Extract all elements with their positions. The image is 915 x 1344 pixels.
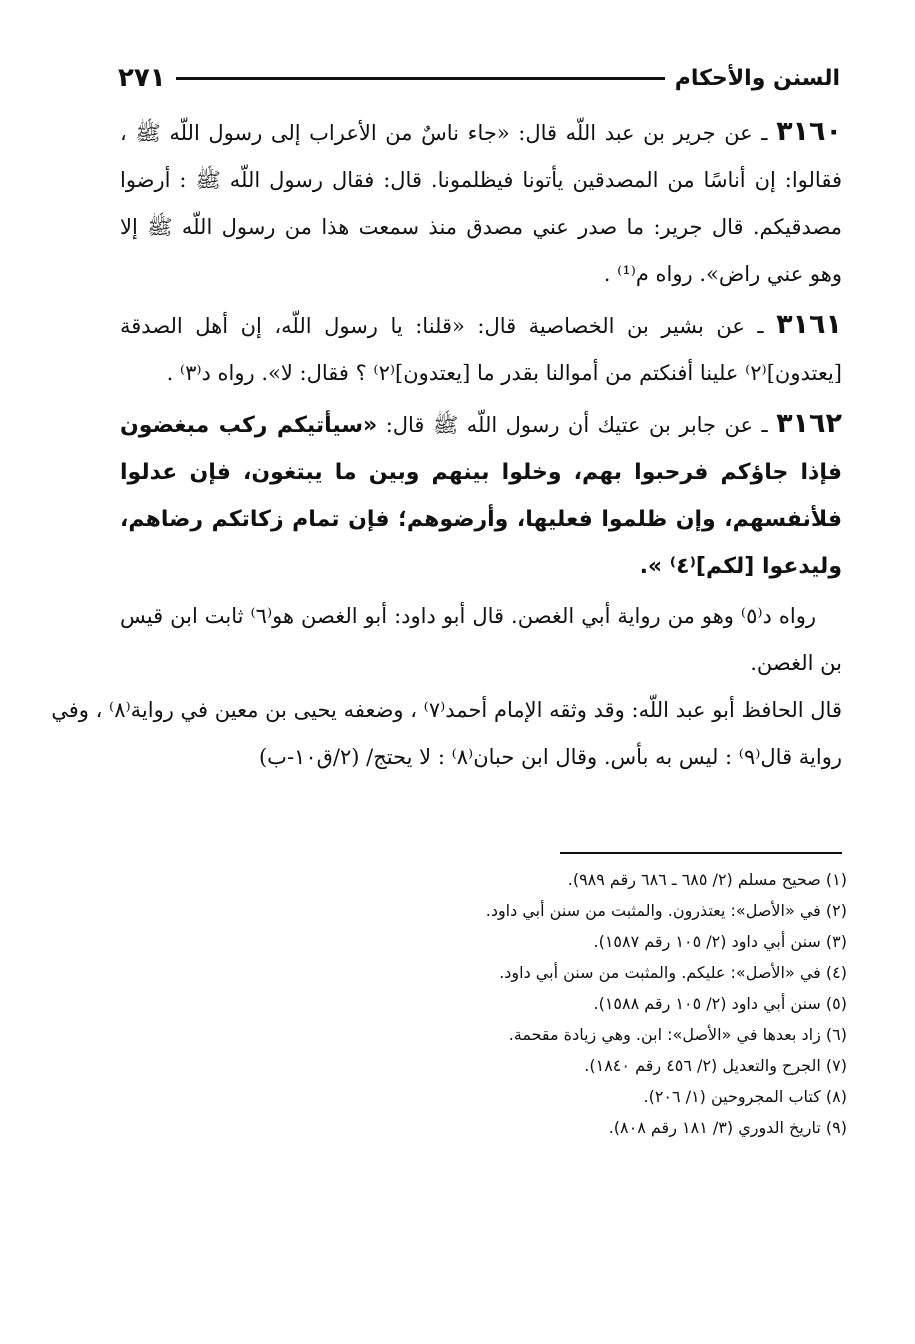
hadith-text: ـ عن جرير بن عبد اللّه قال: «جاء ناسٌ من الأعراب إلى رسول اللّه ﷺ ، فقالوا: إن أناسًا من المصدقين يأتونا فيظلمونا. قال: فقال رسول اللّه ﷺ : أرضوا مصدقيكم. قال جرير: ما صدر عني مصدق منذ سمعت هذا من رسول اللّه ﷺ إلا وهو عني راض». رواه م⁽¹⁾ . — [120, 121, 842, 286]
footnote: (٨) كتاب المجروحين (١/ ٢٠٦). — [643, 1087, 847, 1106]
footnote: (٤) في «الأصل»: عليكم. والمثبت من سنن أبي داود. — [499, 963, 847, 982]
footnotes — [287, 864, 847, 1143]
hadith-3161 — [120, 301, 842, 397]
footnote: (١) صحيح مسلم (٢/ ٦٨٥ ـ ٦٨٦ رقم ٩٨٩). — [567, 870, 847, 889]
footnote: (٩) تاريخ الدوري (٣/ ١٨١ رقم ٨٠٨). — [608, 1118, 847, 1137]
commentary-paragraph: رواه د⁽٥⁾ وهو من رواية أبي الغصن. قال أبو داود: أبو الغصن هو⁽٦⁾ ثابت ابن قيس بن الغصن. — [120, 604, 842, 675]
hadith-quote: «سيأتيكم ركب مبغضون فإذا جاؤكم فرحبوا بهم، وخلوا بينهم وبين ما يبتغون، فإن عدلوا فلأنفسهم، وإن ظلموا فعليها، وأرضوهم؛ فإن تمام زكاتكم رضاهم، وليدعوا [لكم]⁽٤⁾ ». — [120, 413, 842, 579]
page-header — [118, 58, 840, 98]
hadith-intro: ـ عن جابر بن عتيك أن رسول اللّه ﷺ قال: — [385, 413, 768, 437]
hadith-3160 — [120, 108, 842, 298]
footnote: (٧) الجرح والتعديل (٢/ ٤٥٦ رقم ١٨٤٠). — [584, 1056, 847, 1075]
hadith-text: ـ عن بشير بن الخصاصية قال: «قلنا: يا رسول اللّه، إن أهل الصدقة [يعتدون]⁽٢⁾ علينا أفنكتم من أموالنا بقدر ما [يعتدون]⁽٢⁾ ؟ فقال: لا». رواه د⁽٣⁾ . — [120, 314, 842, 385]
header-rule — [176, 77, 665, 80]
page-number: ٢٧١ — [118, 63, 166, 93]
running-title: السنن والأحكام — [674, 65, 840, 91]
hadith-number: ٣١٦٢ — [776, 408, 842, 439]
footnote-rule — [560, 852, 842, 854]
footnote: (٥) سنن أبي داود (٢/ ١٠٥ رقم ١٥٨٨). — [593, 994, 847, 1013]
main-text — [51, 108, 842, 781]
hadith-number: ٣١٦٠ — [776, 116, 842, 147]
footnote: (٣) سنن أبي داود (٢/ ١٠٥ رقم ١٥٨٧). — [593, 932, 847, 951]
footnote: (٢) في «الأصل»: يعتذرون. والمثبت من سنن أبي داود. — [485, 901, 847, 920]
hadith-number: ٣١٦١ — [776, 309, 842, 340]
footnote: (٦) زاد بعدها في «الأصل»: ابن. وهي زيادة مقحمة. — [508, 1025, 847, 1044]
hadith-3162 — [120, 400, 842, 590]
commentary-paragraph: قال الحافظ أبو عبد اللّه: وقد وثقه الإمام أحمد⁽٧⁾ ، وضعفه يحيى بن معين في رواية⁽٨⁾ ، وفي رواية قال⁽٩⁾ : ليس به بأس. وقال ابن حبان⁽٨⁾ : لا يحتج/ (٢/ق١٠-ب) — [51, 698, 842, 769]
